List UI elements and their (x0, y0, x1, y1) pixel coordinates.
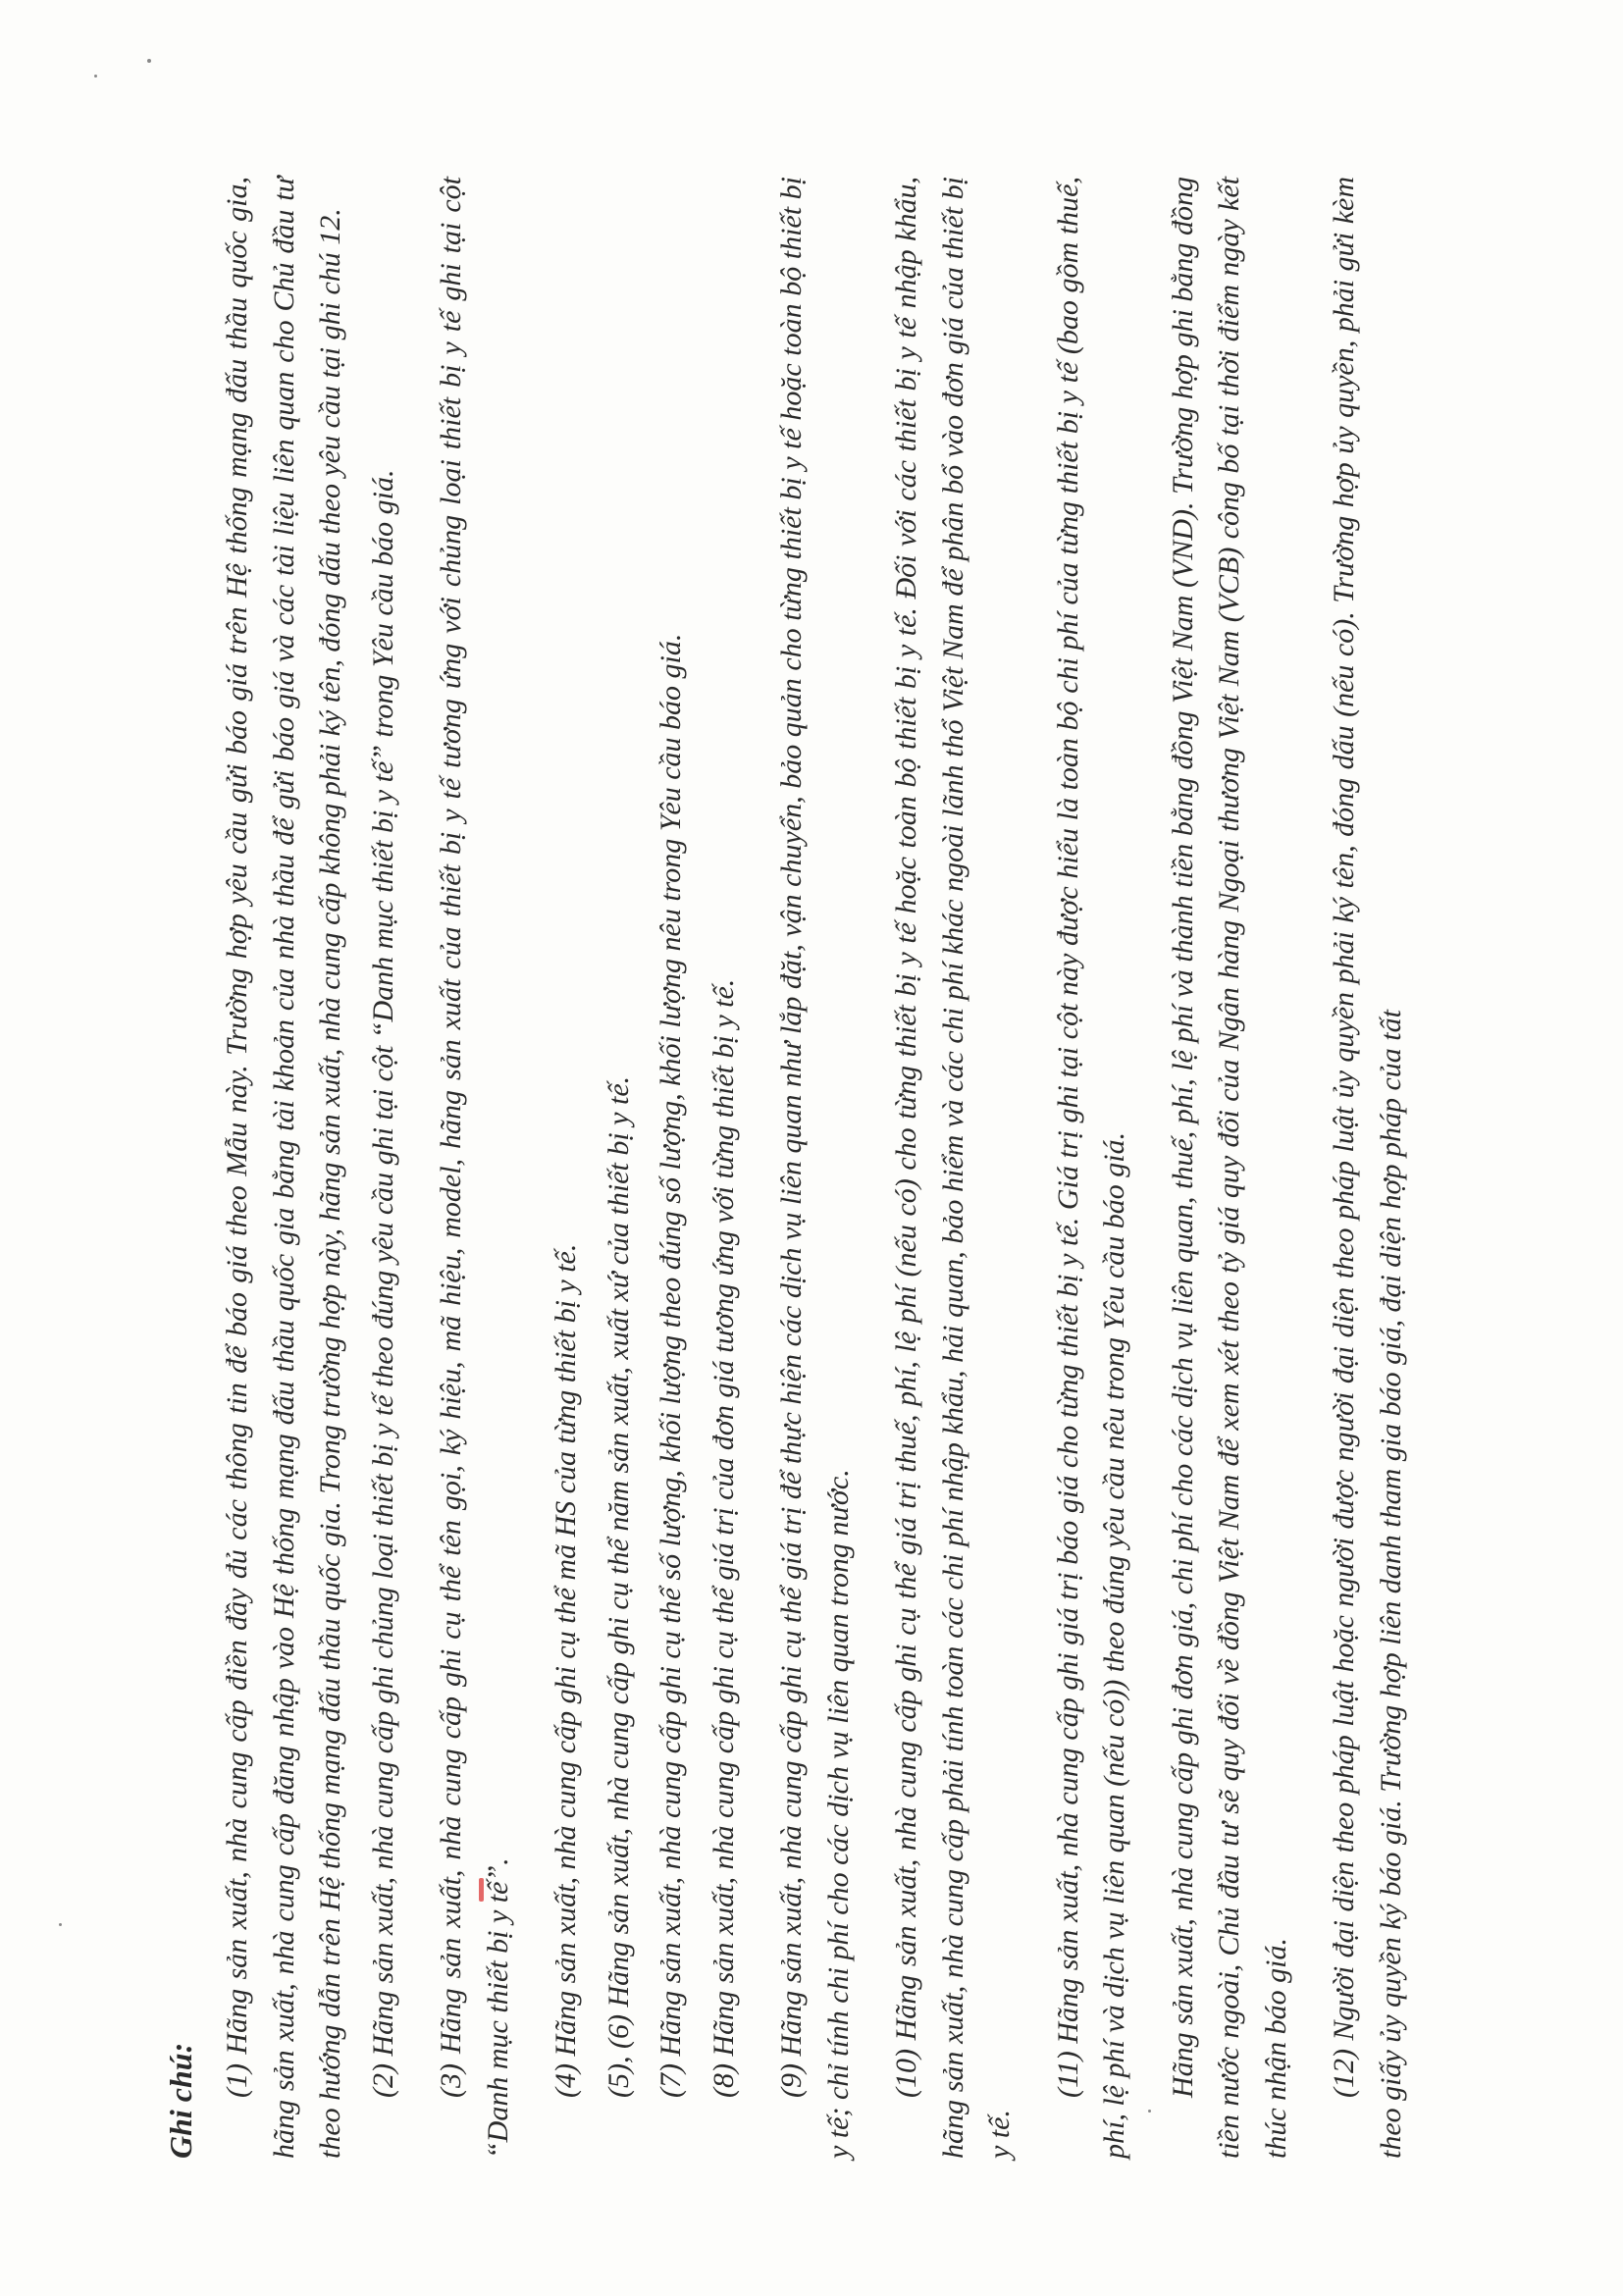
rotated-page-content (157, 177, 1423, 2159)
note-2: (2) Hãng sản xuất, nhà cung cấp ghi chủng loại thiết bị y tế theo đúng yêu cầu ghi tại cột “Danh mục thiết bị y tế” trong Yêu cầu báo giá. (366, 469, 399, 2098)
note-1: (1) Hãng sản xuất, nhà cung cấp điền đầy đủ các thông tin để báo giá theo Mẫu này. Trường hợp yêu cầu gửi báo giá trên Hệ thống mạng đấu thầu quốc gia, hãng sản xuất, nhà cung cấp đăng nhập vào Hệ thống mạng đấu thầu quốc gia bằng tài khoản của nhà thầu để gửi báo giá và các tài liệu liên quan cho Chủ đầu tư theo hướng dẫn trên Hệ thống mạng đấu thầu quốc gia. Trong trường hợp này, hãng sản xuất, nhà cung cấp không phải ký tên, đóng dấu theo yêu cầu tại ghi chú 12. (221, 177, 346, 2159)
note-4: (4) Hãng sản xuất, nhà cung cấp ghi cụ thể mã HS của từng thiết bị y tế. (550, 1243, 582, 2098)
scan-speck (59, 1923, 62, 1926)
note-currency: Hãng sản xuất, nhà cung cấp ghi đơn giá, chi phí cho các dịch vụ liên quan, thuế, phí, lệ phí và thành tiền bằng đồng Việt Nam (VND). Trường hợp ghi bằng đồng tiền nước ngoài, Chủ đầu tư sẽ quy đổi về đồng Việt Nam để xem xét theo tỷ giá quy đổi của Ngân hàng Ngoại thương Việt Nam (VCB) công bố tại thời điểm ngày kết thúc nhận báo giá. (1166, 177, 1292, 2159)
note-7: (7) Hãng sản xuất, nhà cung cấp ghi cụ thể số lượng, khối lượng theo đúng số lượng, khối lượng nêu trong Yêu cầu báo giá. (654, 633, 687, 2098)
note-8: (8) Hãng sản xuất, nhà cung cấp ghi cụ thể giá trị của đơn giá tương ứng với từng thiết bị y tế. (707, 978, 740, 2098)
notes-title: Ghi chú: (163, 2042, 198, 2159)
scan-speck (94, 75, 97, 78)
note-10: (10) Hãng sản xuất, nhà cung cấp ghi cụ thể giá trị thuế, phí, lệ phí (nếu có) cho từng thiết bị y tế hoặc toàn bộ thiết bị y tế. Đối với các thiết bị y tế nhập khẩu, hãng sản xuất, nhà cung cấp phải tính toàn các chi phí nhập khẩu, hải quan, bảo hiểm và các chi phí khác ngoài lãnh thổ Việt Nam để phân bổ vào đơn giá của thiết bị y tế. (890, 177, 1016, 2159)
note-5-6: (5), (6) Hãng sản xuất, nhà cung cấp ghi cụ thể năm sản xuất, xuất xứ của thiết bị y tế. (602, 1075, 635, 2098)
note-12: (12) Người đại diện theo pháp luật hoặc người được người đại diện theo pháp luật ủy quyền phải ký tên, đóng dấu (nếu có). Trường hợp ủy quyền, phải gửi kèm theo giấy ủy quyền ký báo giá. Trường hợp liên danh tham gia báo giá, đại diện hợp pháp của tất (1328, 177, 1407, 2159)
scan-speck (147, 59, 151, 63)
note-9: (9) Hãng sản xuất, nhà cung cấp ghi cụ thể giá trị để thực hiện các dịch vụ liên quan như lắp đặt, vận chuyển, bảo quản cho từng thiết bị y tế hoặc toàn bộ thiết bị y tế; chỉ tính chi phí cho các dịch vụ liên quan trong nước. (775, 177, 855, 2159)
note-3: (3) Hãng sản xuất, nhà cung cấp ghi cụ thể tên gọi, ký hiệu, mã hiệu, model, hãng sản xuất của thiết bị y tế tương ứng với chủng loại thiết bị y tế ghi tại cột “Danh mục thiết bị y tế”. (435, 177, 514, 2159)
note-11: (11) Hãng sản xuất, nhà cung cấp ghi giá trị báo giá cho từng thiết bị y tế. Giá trị ghi tại cột này được hiểu là toàn bộ chi phí của từng thiết bị y tế (bao gồm thuế, phí, lệ phí và dịch vụ liên quan (nếu có)) theo đúng yêu cầu nêu trong Yêu cầu báo giá. (1051, 177, 1130, 2159)
